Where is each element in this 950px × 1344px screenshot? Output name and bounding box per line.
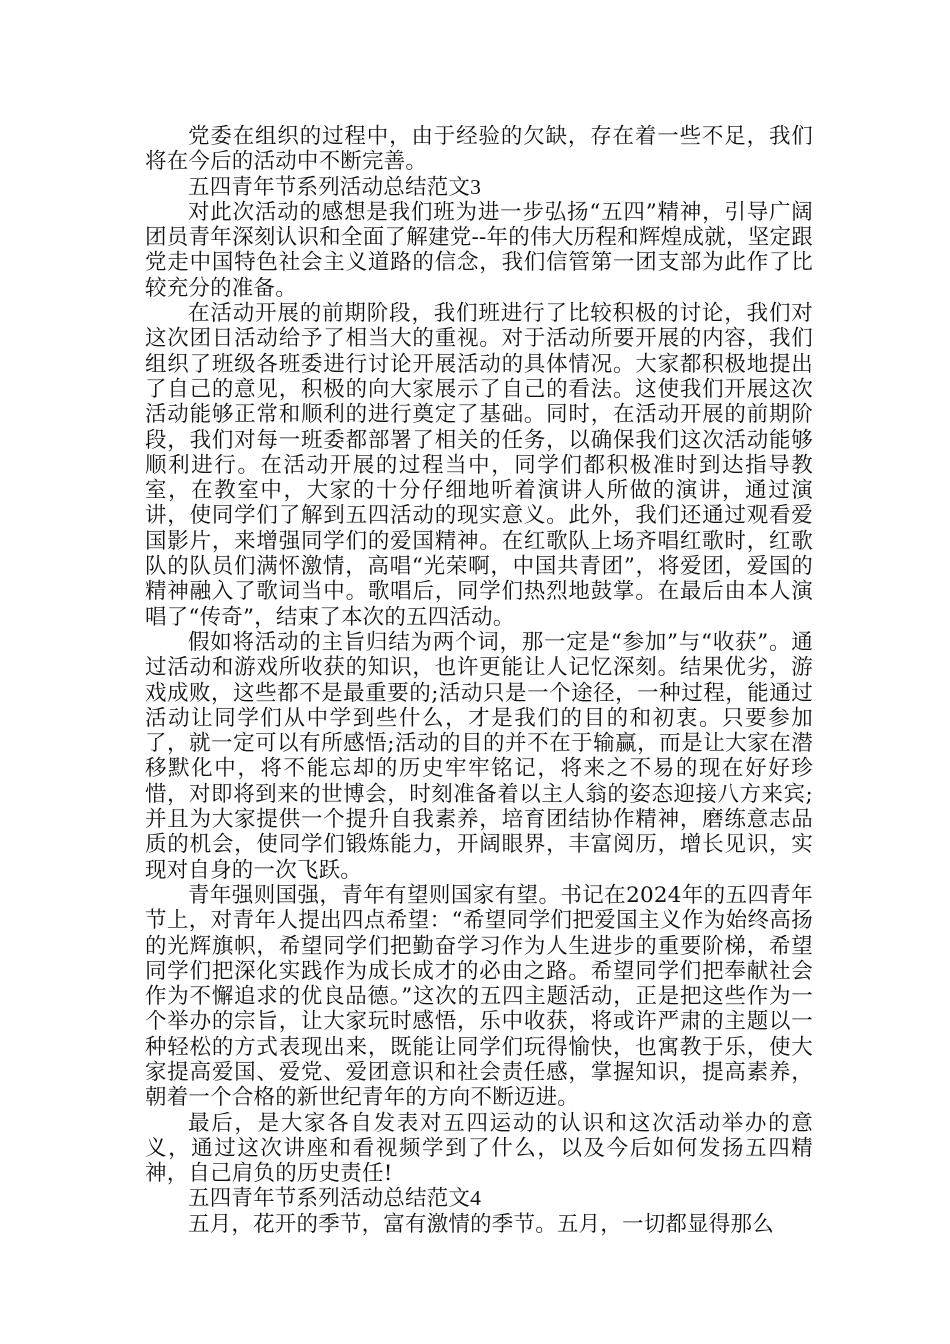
paragraph-closing-note: 党委在组织的过程中，由于经验的欠缺，存在着一些不足，我们将在今后的活动中不断完善。: [145, 124, 813, 175]
section-heading-3: 五四青年节系列活动总结范文3: [188, 174, 482, 199]
section-heading-4: 五四青年节系列活动总结范文4: [188, 1186, 482, 1211]
paragraph-participation: 假如将活动的主旨归结为两个词，那一定是“参加”与“收获”。通过活动和游戏所收获的知识，也许更能让人记忆深刻。结果优劣，游戏成败，这些都不是最重要的;活动只是一个途径，一种过程，能通过活动让同学们从中学到些什么，才是我们的目的和初衷。只要参加了，就一定可以有所感悟;活动的目的并不在于输赢，而是让大家在潜移默化中，将不能忘却的历史牢牢铭记，将来之不易的现在好好珍惜，对即将到来的世博会，时刻准备着以主人翁的姿态迎接八方来宾;并且为大家提供一个提升自我素养，培育团结协作精神，磨练意志品质的机会，使同学们锻炼能力，开阔眼界，丰富阅历，增长见识，实现对自身的一次飞跃。: [145, 629, 813, 883]
paragraph-youth-hope: 青年强则国强，青年有望则国家有望。书记在2024年的五四青年节上，对青年人提出四点希望：“希望同学们把爱国主义作为始终高扬的光辉旗帜，希望同学们把勤奋学习作为人生进步的重要阶梯，希望同学们把深化实践作为成长成才的必由之路。希望同学们把奉献社会作为不懈追求的优良品德。”这次的五四主题活动，正是把这些作为一个举办的宗旨，让大家玩时感悟，乐中收获，将或许严肃的主题以一种轻松的方式表现出来，既能让同学们玩得愉快，也寓教于乐，使大家提高爱国、爱党、爱团意识和社会责任感，掌握知识，提高素养，朝着一个合格的新世纪青年的方向不断迈进。: [145, 882, 813, 1111]
paragraph-intro: 对此次活动的感想是我们班为进一步弘扬“五四”精神，引导广阔团员青年深刻认识和全面了解建党--年的伟大历程和辉煌成就，坚定跟党走中国特色社会主义道路的信念，我们信管第一团支部为此作了比较充分的准备。: [145, 199, 813, 301]
document-page: [145, 124, 813, 1237]
paragraph-preparation: 在活动开展的前期阶段，我们班进行了比较积极的讨论，我们对这次团日活动给予了相当大的重视。对于活动所要开展的内容，我们组织了班级各班委进行讨论开展活动的具体情况。大家都积极地提出了自己的意见，积极的向大家展示了自己的看法。这使我们开展这次活动能够正常和顺利的进行奠定了基础。同时，在活动开展的前期阶段，我们对每一班委都部署了相关的任务，以确保我们这次活动能够顺利进行。在活动开展的过程当中，同学们都积极准时到达指导教室，在教室中，大家的十分仔细地听着演讲人所做的演讲，通过演讲，使同学们了解到五四活动的现实意义。此外，我们还通过观看爱国影片，来增强同学们的爱国精神。在红歌队上场齐唱红歌时，红歌队的队员们满怀激情，高唱“光荣啊，中国共青团”，将爱团，爱国的精神融入了歌词当中。歌唱后，同学们热烈地鼓掌。在最后由本人演唱了“传奇”，结束了本次的五四活动。: [145, 301, 813, 630]
paragraph-conclusion: 最后，是大家各自发表对五四运动的认识和这次活动举办的意义，通过这次讲座和看视频学到了什么，以及今后如何发扬五四精神，自己肩负的历史责任!: [145, 1110, 813, 1187]
paragraph-may-intro: 五月，花开的季节，富有激情的季节。五月，一切都显得那么: [188, 1211, 774, 1237]
